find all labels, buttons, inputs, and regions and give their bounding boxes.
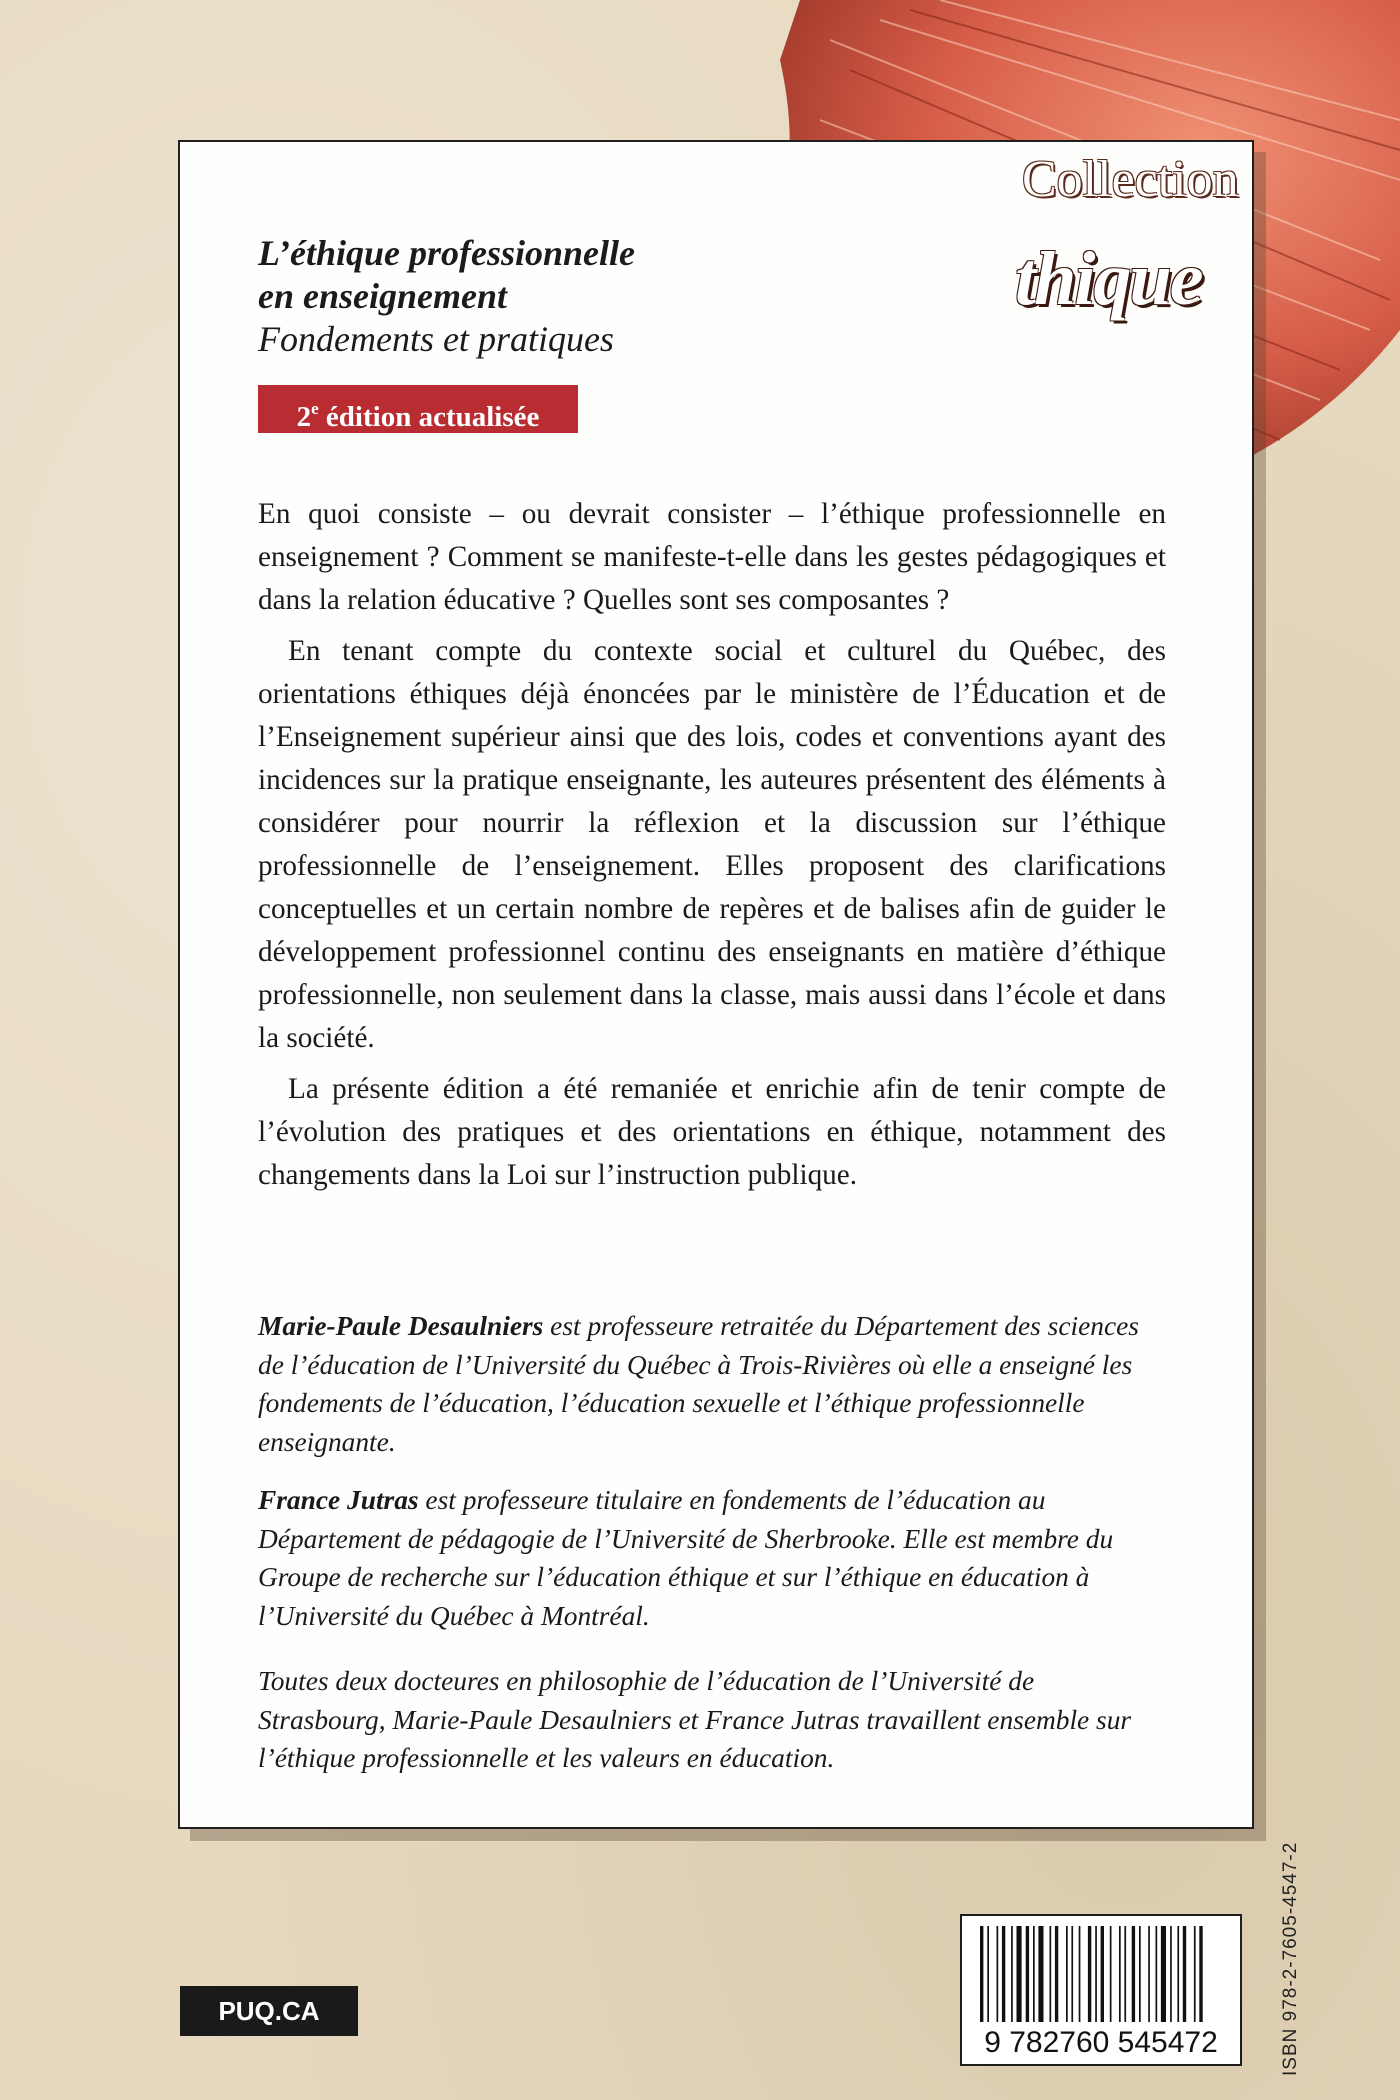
- book-summary: [258, 493, 1166, 1205]
- book-subtitle: Fondements et pratiques: [258, 319, 614, 359]
- author-bio-text-2: est professeure titulaire en fondements de l’éducation au Département de pédagogie de l’Université de Sherbrooke. Elle est membre du Groupe de recherche sur l’éducation éthique et sur l’éthique en éducation à l’Université du Québec à Montréal.: [258, 1485, 1114, 1631]
- author-name-1: Marie-Paule Desaulniers: [258, 1311, 544, 1341]
- author-bio-1: [258, 1307, 1158, 1461]
- barcode-bar: [1002, 1926, 1005, 2022]
- summary-paragraph-2: En tenant compte du contexte social et culturel du Québec, des orientations éthiques déjà énoncées par le ministère de l’Éducation et de l’Enseignement supérieur ainsi que des lois, codes et conventions ayant des incidences sur la pratique enseignante, les auteures présentent des éléments à considérer pour nourrir la réflexion et la discussion sur l’éthique professionnelle de l’enseignement. Elles proposent des clarifications conceptuelles et un certain nombre de repères et de balises afin de guider le développement professionnel continu des enseignants en matière d’éthique professionnelle, non seulement dans la classe, mais aussi dans l’école et dans la société.: [258, 635, 1166, 1054]
- publisher-logo: PUQ.CA: [180, 1986, 358, 2036]
- edition-superscript: e: [311, 399, 319, 418]
- barcode-bar: [1079, 1926, 1081, 2022]
- barcode-bar: [1088, 1926, 1091, 2022]
- barcode-bar: [1199, 1926, 1202, 2022]
- barcode-bars: [962, 1916, 1240, 2064]
- barcode: [960, 1914, 1242, 2066]
- barcode-digits: 9 782760 545472: [984, 2026, 1218, 2059]
- barcode-bar: [1066, 1926, 1068, 2022]
- title-line-1: L’éthique professionnelle: [258, 233, 635, 273]
- barcode-bar: [1101, 1926, 1104, 2022]
- author-bio-text-1: est professeure retraitée du Département des sciences de l’éducation de l’Université du Québec à Trois-Rivières où elle a enseigné les fondements de l’éducation, l’éducation sexuelle et l’éthique professionnelle enseignante.: [258, 1311, 1139, 1457]
- barcode-bar: [1050, 1926, 1052, 2022]
- collection-name: thique: [1015, 237, 1202, 321]
- edition-text: édition actualisée: [325, 401, 540, 433]
- barcode-bar: [1139, 1926, 1141, 2022]
- barcode-bar: [1161, 1926, 1166, 2022]
- barcode-bar: [1148, 1926, 1150, 2022]
- book-title: [258, 232, 635, 361]
- barcode-bar: [1095, 1926, 1097, 2022]
- barcode-bar: [1026, 1926, 1029, 2022]
- barcode-bar: [1011, 1926, 1013, 2022]
- summary-paragraph-3: La présente édition a été remaniée et enrichie afin de tenir compte de l’évolution des pratiques et des orientations en éthique, notamment des changements dans la Loi sur l’instruction publique.: [258, 1073, 1166, 1191]
- barcode-bar: [987, 1926, 989, 2022]
- barcode-bar: [1071, 1926, 1073, 2022]
- summary-paragraph-1: En quoi consiste – ou devrait consister – l’éthique professionnelle en enseignement ? Comment se manifeste-t-elle dans les gestes pédagogiques et dans la relation éducative ? Quelles sont ses composantes ?: [258, 498, 1166, 616]
- barcode-bar: [1017, 1926, 1022, 2022]
- barcode-bar: [1194, 1926, 1196, 2022]
- barcode-bar: [1033, 1926, 1035, 2022]
- barcode-bar: [1183, 1926, 1186, 2022]
- barcode-bar: [1132, 1926, 1135, 2022]
- isbn-text: ISBN 978-2-7605-4547-2: [1280, 1841, 1301, 2076]
- barcode-bar: [1110, 1926, 1112, 2022]
- barcode-bar: [1055, 1926, 1058, 2022]
- edition-badge: [258, 385, 578, 433]
- title-line-2: en enseignement: [258, 276, 507, 316]
- author-name-2: France Jutras: [258, 1485, 419, 1515]
- barcode-bar: [1170, 1926, 1172, 2022]
- barcode-bar: [1177, 1926, 1179, 2022]
- author-bio-2: [258, 1481, 1158, 1635]
- barcode-bar: [997, 1926, 999, 2022]
- collection-label: Collection: [1022, 151, 1239, 208]
- edition-number: 2: [296, 401, 312, 433]
- barcode-bar: [1119, 1926, 1121, 2022]
- barcode-bar: [1156, 1926, 1158, 2022]
- barcode-bar: [1124, 1926, 1126, 2022]
- joint-note: Toutes deux docteures en philosophie de l’éducation de l’Université de Strasbourg, Marie-Paule Desaulniers et France Jutras travaillent ensemble sur l’éthique professionnelle et les valeurs en éducation.: [258, 1666, 1132, 1773]
- barcode-bar: [1038, 1926, 1043, 2022]
- barcode-bar: [980, 1926, 983, 2022]
